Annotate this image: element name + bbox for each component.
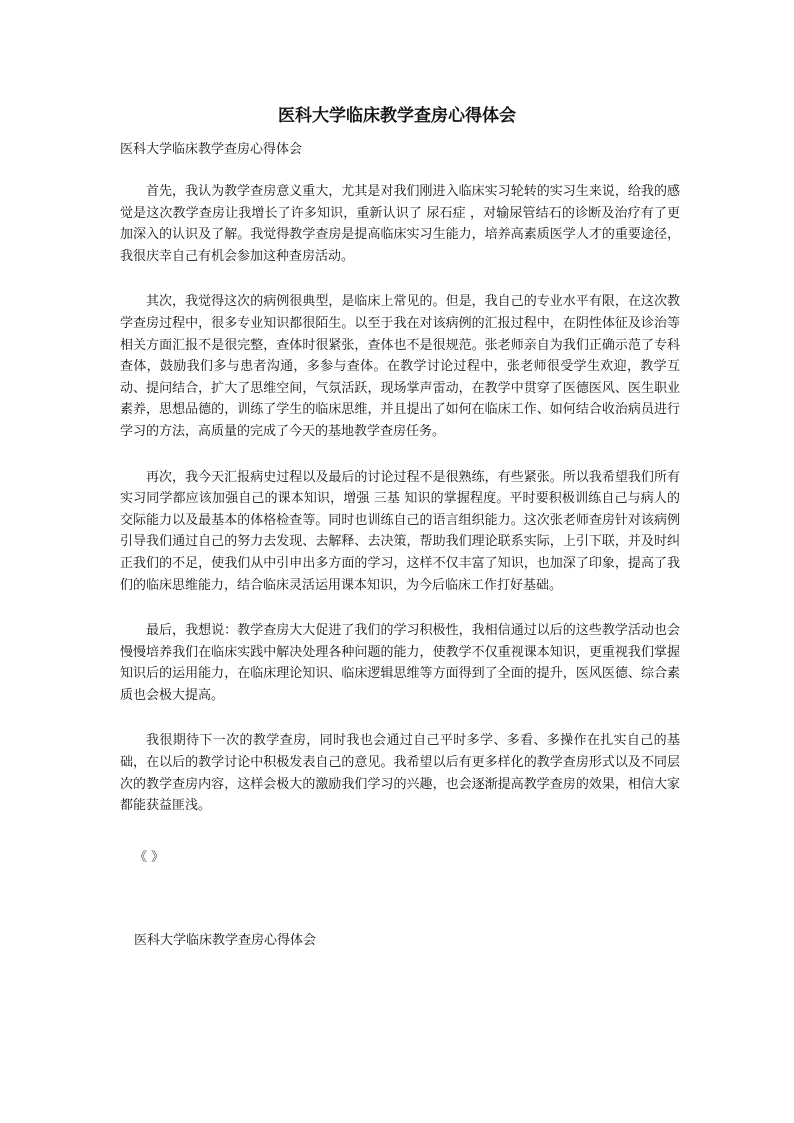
footer-title: 医科大学临床教学查房心得体会 [134,933,317,948]
paragraph-1: 首先，我认为教学查房意义重大，尤其是对我们刚进入临床实习轮转的实习生来说，给我的感觉是这次教学查房让我增长了许多知识，重新认识了 尿石症 ，对输尿管结石的诊断及治疗有了更加深入的认识及了解。我觉得教学查房是提高临床实习生能力，培养高素质医学人才的重要途径，我很庆幸自己有机会参加这种查房活动。 [120,184,680,264]
document-body [120,181,680,841]
paragraph-5: 我很期待下一次的教学查房，同时我也会通过自己平时多学、多看、多操作在扎实自己的基础，在以后的教学讨论中积极发表自己的意见。我希望以后有更多样化的教学查房形式以及不同层次的教学查房内容，这样会极大的激励我们学习的兴趣，也会逐渐提高教学查房的效果，相信大家都能获益匪浅。 [120,733,680,814]
title-marks: 《 》 [134,850,165,865]
document-subtitle: 医科大学临床教学查房心得体会 [120,142,303,157]
paragraph-4: 最后，我想说：教学查房大大促进了我们的学习积极性，我相信通过以后的这些教学活动也会慢慢培养我们在临床实践中解决处理各种问题的能力，使教学不仅重视课本知识，更重视我们掌握知识后的运用能力，在临床理论知识、临床逻辑思维等方面得到了全面的提升，医风医德、综合素质也会极大提高。 [120,623,680,703]
document-title: 医科大学临床教学查房心得体会 [278,106,516,126]
paragraph-2: 其次，我觉得这次的病例很典型，是临床上常见的。但是，我自己的专业水平有限，在这次教学查房过程中，很多专业知识都很陌生。以至于我在对该病例的汇报过程中，在阴性体征及诊治等相关方面汇报不是很完整，查体时很紧张，查体也不是很规范。张老师亲自为我们正确示范了专科查体，鼓励我们多与患者沟通，多参与查体。在教学讨论过程中，张老师很受学生欢迎，教学互动、提问结合，扩大了思维空间，气氛活跃，现场掌声雷动，在教学中贯穿了医德医风、医生职业素养，思想品德的，训练了学生的临床思维，并且提出了如何在临床工作、如何结合收治病员进行学习的方法，高质量的完成了今天的基地教学查房任务。 [120,294,680,439]
paragraph-3: 再次，我今天汇报病史过程以及最后的讨论过程不是很熟练，有些紧张。所以我希望我们所有实习同学都应该加强自己的课本知识，增强 三基 知识的掌握程度。平时要积极训练自己与病人的交际能力以及最基本的体格检查等。同时也训练自己的语言组织能力。这次张老师查房针对该病例引导我们通过自己的努力去发现、去解释、去决策，帮助我们理论联系实际，上引下联，并及时纠正我们的不足，使我们从中引申出多方面的学习，这样不仅丰富了知识，也加深了印象，提高了我们的临床思维能力，结合临床灵活运用课本知识，为今后临床工作打好基础。 [120,469,680,593]
